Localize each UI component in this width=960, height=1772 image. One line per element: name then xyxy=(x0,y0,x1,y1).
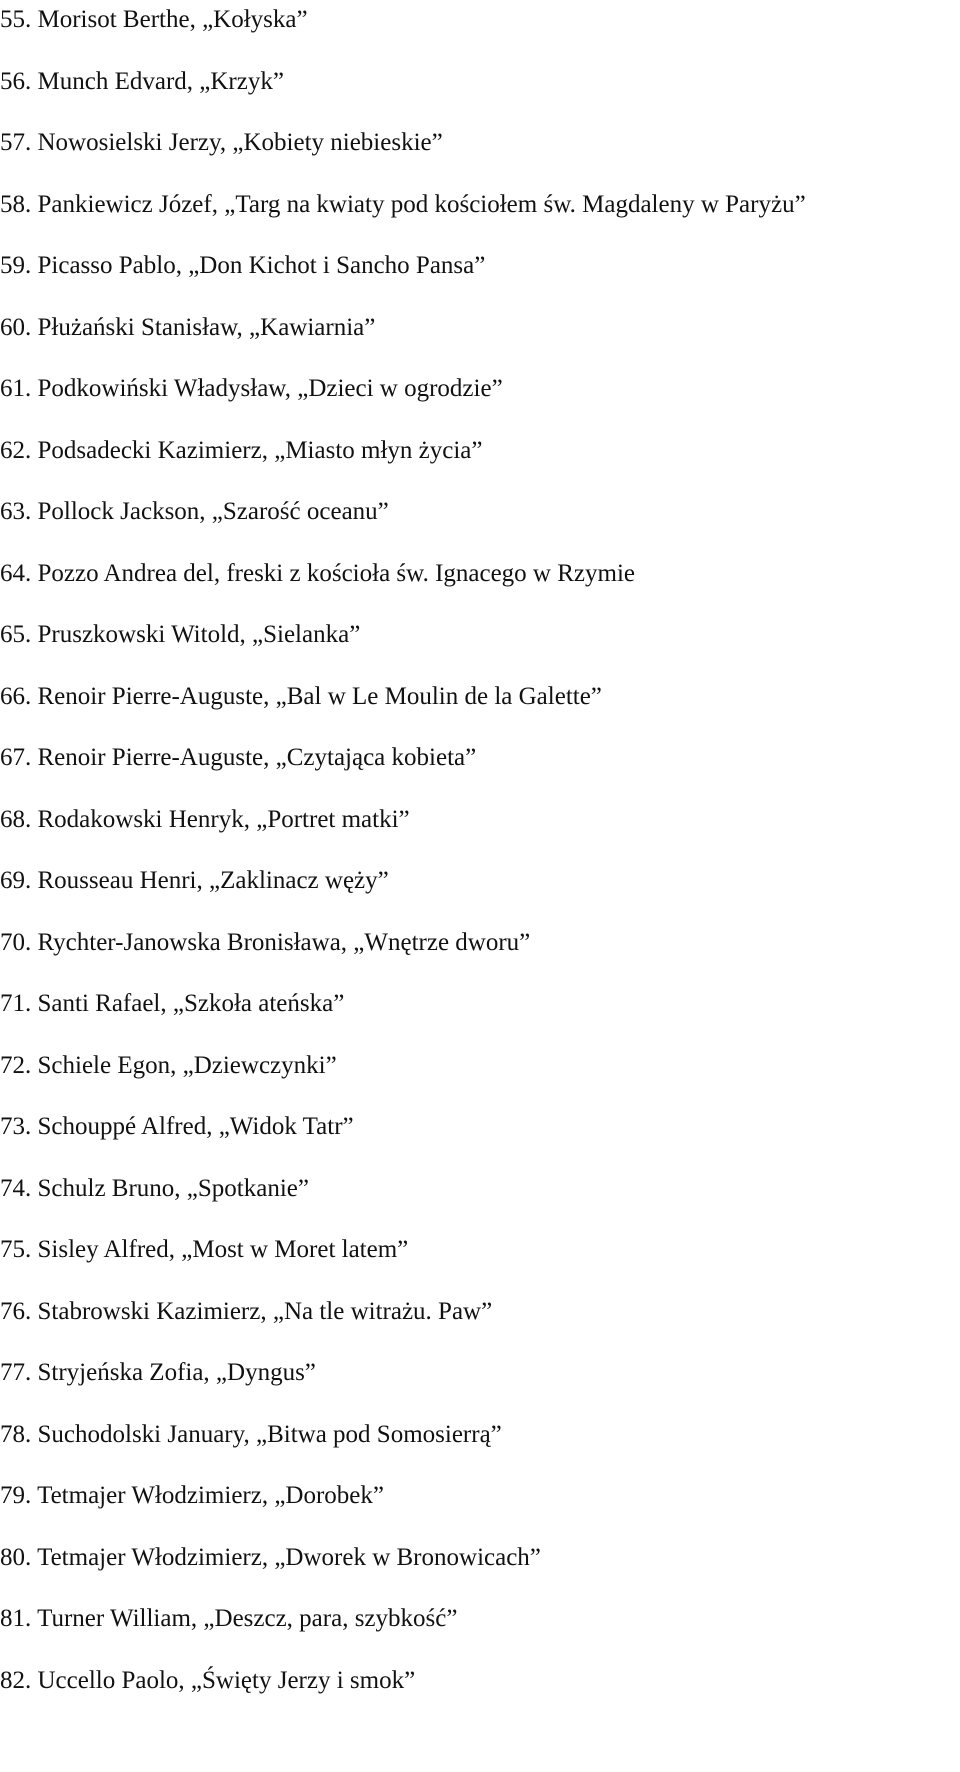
list-item xyxy=(0,554,635,594)
item-text: Stryjeńska Zofia, „Dyngus” xyxy=(37,1359,316,1386)
item-text: Morisot Berthe, „Kołyska” xyxy=(37,6,308,33)
item-text: Suchodolski January, „Bitwa pod Somosierrą” xyxy=(37,1420,502,1448)
item-number: 64. xyxy=(0,559,32,587)
item-text: Turner William, „Deszcz, para, szybkość” xyxy=(37,1605,458,1632)
item-text: Schouppé Alfred, „Widok Tatr” xyxy=(37,1113,354,1140)
list-item xyxy=(0,246,485,286)
item-number: 63. xyxy=(0,498,32,525)
list-item xyxy=(0,1230,408,1270)
item-number: 65. xyxy=(0,621,32,648)
list-item xyxy=(0,492,389,532)
item-text: Tetmajer Włodzimierz, „Dorobek” xyxy=(37,1482,384,1509)
list-item xyxy=(0,62,284,102)
item-number: 82. xyxy=(0,1666,32,1694)
item-text: Pruszkowski Witold, „Sielanka” xyxy=(37,621,361,648)
item-text: Pollock Jackson, „Szarość oceanu” xyxy=(37,498,389,525)
item-number: 79. xyxy=(0,1482,32,1509)
item-text: Santi Rafael, „Szkoła ateńska” xyxy=(37,990,345,1017)
list-item xyxy=(0,369,503,409)
list-item xyxy=(0,800,410,840)
list-item xyxy=(0,308,375,348)
item-text: Munch Edvard, „Krzyk” xyxy=(37,67,284,95)
list-item xyxy=(0,984,344,1024)
item-number: 72. xyxy=(0,1051,32,1079)
item-text: Rychter-Janowska Bronisława, „Wnętrze dworu” xyxy=(37,928,531,956)
item-number: 74. xyxy=(0,1174,32,1202)
list-item xyxy=(0,923,530,963)
item-text: Stabrowski Kazimierz, „Na tle witrażu. Paw” xyxy=(37,1297,493,1325)
list-item xyxy=(0,1415,502,1455)
item-text: Uccello Paolo, „Święty Jerzy i smok” xyxy=(37,1666,416,1694)
item-number: 61. xyxy=(0,375,32,402)
list-item xyxy=(0,615,360,655)
item-text: Renoir Pierre-Auguste, „Bal w Le Moulin de la Galette” xyxy=(37,682,602,710)
item-number: 81. xyxy=(0,1605,32,1632)
list-item xyxy=(0,738,476,778)
list-item xyxy=(0,185,806,225)
item-text: Płużański Stanisław, „Kawiarnia” xyxy=(37,313,376,341)
list-item xyxy=(0,677,602,717)
item-number: 71. xyxy=(0,990,32,1017)
item-number: 62. xyxy=(0,436,32,464)
item-text: Picasso Pablo, „Don Kichot i Sancho Pansa” xyxy=(37,252,486,279)
list-item xyxy=(0,1599,457,1639)
item-number: 77. xyxy=(0,1359,32,1386)
item-number: 69. xyxy=(0,867,32,894)
list-item xyxy=(0,1538,541,1578)
item-number: 80. xyxy=(0,1543,32,1571)
item-number: 66. xyxy=(0,682,32,710)
item-text: Rodakowski Henryk, „Portret matki” xyxy=(37,805,410,833)
list-item xyxy=(0,0,308,40)
item-number: 76. xyxy=(0,1297,32,1325)
item-text: Nowosielski Jerzy, „Kobiety niebieskie” xyxy=(37,129,443,156)
list-item xyxy=(0,1292,492,1332)
item-number: 67. xyxy=(0,744,32,771)
item-number: 59. xyxy=(0,252,32,279)
item-number: 75. xyxy=(0,1236,32,1263)
list-item xyxy=(0,1046,337,1086)
item-text: Podkowiński Władysław, „Dzieci w ogrodzie” xyxy=(37,375,503,402)
item-text: Schulz Bruno, „Spotkanie” xyxy=(37,1174,309,1202)
item-number: 73. xyxy=(0,1113,32,1140)
list-item xyxy=(0,861,389,901)
item-text: Podsadecki Kazimierz, „Miasto młyn życia” xyxy=(37,436,483,464)
item-text: Renoir Pierre-Auguste, „Czytająca kobieta” xyxy=(37,744,477,771)
item-number: 60. xyxy=(0,313,32,341)
item-number: 58. xyxy=(0,190,32,218)
item-number: 68. xyxy=(0,805,32,833)
list-item xyxy=(0,431,482,471)
item-text: Pozzo Andrea del, freski z kościoła św. Ignacego w Rzymie xyxy=(37,559,635,587)
item-number: 56. xyxy=(0,67,32,95)
list-item xyxy=(0,1661,415,1701)
list-item xyxy=(0,1476,384,1516)
list-item xyxy=(0,1107,354,1147)
item-text: Sisley Alfred, „Most w Moret latem” xyxy=(37,1236,409,1263)
item-text: Pankiewicz Józef, „Targ na kwiaty pod kościołem św. Magdaleny w Paryżu” xyxy=(37,190,806,218)
item-number: 78. xyxy=(0,1420,32,1448)
item-text: Schiele Egon, „Dziewczynki” xyxy=(37,1051,337,1079)
item-number: 55. xyxy=(0,6,32,33)
item-text: Tetmajer Włodzimierz, „Dworek w Bronowicach” xyxy=(37,1543,541,1571)
item-number: 57. xyxy=(0,129,32,156)
item-text: Rousseau Henri, „Zaklinacz węży” xyxy=(37,867,389,894)
list-item xyxy=(0,123,443,163)
list-item xyxy=(0,1353,316,1393)
item-number: 70. xyxy=(0,928,32,956)
list-item xyxy=(0,1169,309,1209)
